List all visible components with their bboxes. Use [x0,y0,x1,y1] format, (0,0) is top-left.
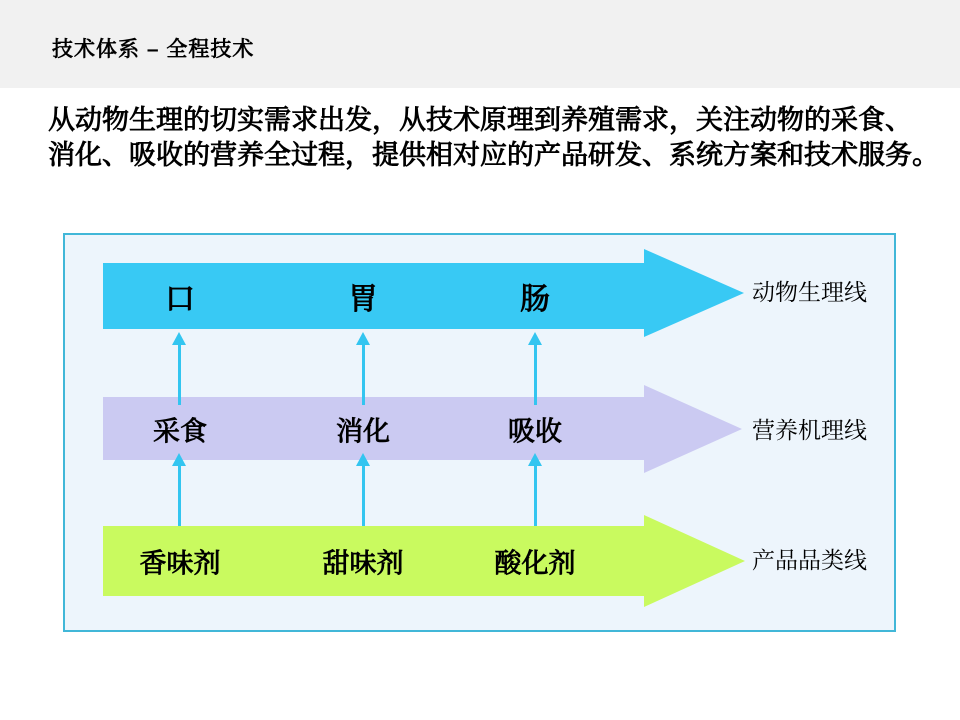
band-item-intestine: 肠 [520,283,550,316]
up-arrow-line [362,466,365,526]
line-label-animal-physiology: 动物生理线 [752,279,867,305]
up-arrow-line [534,466,537,526]
up-arrow-line [362,345,365,405]
diagram-box [63,233,896,632]
arrow-band-product-category [103,526,644,596]
up-arrowhead-icon [356,453,370,466]
band-item-sweetener: 甜味剂 [322,548,404,579]
up-arrowhead-icon [356,332,370,345]
arrow-band-animal-physiology [103,263,644,329]
line-label-product-category: 产品品类线 [752,547,867,573]
arrowhead-animal-physiology [644,249,744,337]
band-item-absorption: 吸收 [508,416,562,446]
band-item-mouth: 口 [165,283,195,316]
band-item-feeding: 采食 [153,416,207,446]
arrowhead-product-category [644,515,745,607]
up-arrowhead-icon [172,453,186,466]
intro-paragraph [48,103,940,173]
band-item-acidifier: 酸化剂 [494,548,576,579]
up-arrowhead-icon [528,453,542,466]
up-arrow-line [534,345,537,405]
up-arrow-line [178,345,181,405]
up-arrowhead-icon [528,332,542,345]
up-arrowhead-icon [172,332,186,345]
line-label-nutrition-mechanism: 营养机理线 [752,417,867,443]
up-arrow-line [178,466,181,526]
intro-line-2: 消化、吸收的营养全过程，提供相对应的产品研发、系统方案和技术服务。 [48,140,939,170]
arrowhead-nutrition-mechanism [644,385,742,473]
intro-line-1: 从动物生理的切实需求出发，从技术原理到养殖需求，关注动物的采食、 [48,105,912,135]
band-item-stomach: 胃 [348,283,378,316]
title-bar [0,0,960,88]
arrow-band-nutrition-mechanism [103,397,644,460]
slide-title: 技术体系 – 全程技术 [52,38,255,61]
band-item-flavoring-agent: 香味剂 [139,548,221,579]
band-item-digestion: 消化 [336,416,390,446]
